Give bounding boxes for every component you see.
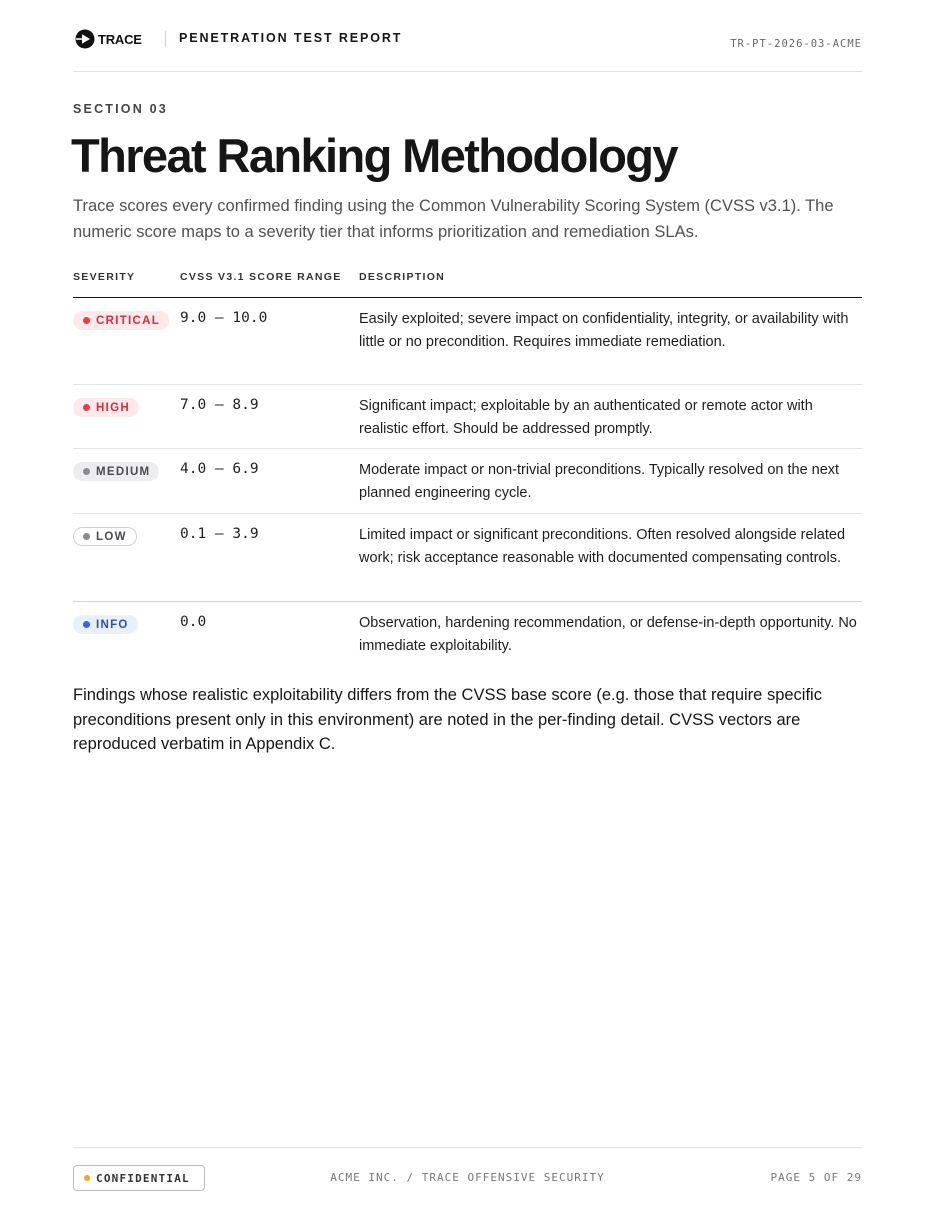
brand-name: TRACE [98, 31, 142, 47]
severity-description: Easily exploited; severe impact on confidentiality, integrity, or availability with little or no precondition. Requires immediate remediation. [359, 311, 849, 350]
table-row-medium [73, 449, 862, 514]
score-range: 9.0 – 10.0 [180, 310, 268, 326]
severity-description: Observation, hardening recommendation, or defense-in-depth opportunity. No immediate exploitability. [359, 615, 857, 654]
section-label: SECTION 03 [73, 102, 168, 116]
severity-label: LOW [96, 530, 127, 543]
trace-logo-icon [75, 29, 95, 49]
score-range: 0.1 – 3.9 [180, 526, 259, 542]
severity-description: Significant impact; exploitable by an authenticated or remote actor with realistic effort. Should be addressed promptly. [359, 398, 813, 437]
confidential-label: CONFIDENTIAL [96, 1171, 190, 1185]
table-row-info [73, 601, 862, 667]
header-divider [165, 31, 166, 47]
page-number: PAGE 5 OF 29 [770, 1171, 862, 1184]
score-range: 0.0 [180, 614, 207, 630]
table-row-critical [73, 298, 862, 385]
severity-badge-low [73, 527, 137, 546]
page-title: Threat Ranking Methodology [71, 129, 677, 182]
intro-paragraph: Trace scores every confirmed finding using the Common Vulnerability Scoring System (CVSS v3.1). The numeric score maps to a severity tier that informs prioritization and remediation SLAs. [73, 197, 834, 241]
score-range: 7.0 – 8.9 [180, 397, 259, 413]
severity-badge-medium [73, 462, 159, 481]
critical-dot-icon [83, 317, 90, 324]
column-header-severity: SEVERITY [73, 271, 136, 283]
severity-label: MEDIUM [96, 465, 151, 478]
document-id: TR-PT-2026-03-ACME [730, 38, 862, 50]
table-header [73, 266, 862, 298]
score-range: 4.0 – 6.9 [180, 461, 259, 477]
low-dot-icon [83, 533, 90, 540]
table-row-high [73, 385, 862, 449]
info-dot-icon [83, 621, 90, 628]
high-dot-icon [83, 404, 90, 411]
severity-table [73, 266, 862, 667]
column-header-description: DESCRIPTION [359, 271, 446, 283]
page-header [73, 26, 862, 72]
severity-badge-critical [73, 311, 169, 330]
severity-description: Limited impact or significant preconditions. Often resolved alongside related work; risk acceptance reasonable with documented compensating controls. [359, 527, 846, 566]
methodology-note: Findings whose realistic exploitability differs from the CVSS base score (e.g. those that require specific preconditions present only in this environment) are noted in the per-finding detail. CVSS vectors are reproduced verbatim in Appendix C. [73, 686, 822, 753]
brand-logo [75, 29, 142, 49]
severity-label: CRITICAL [96, 314, 161, 327]
medium-dot-icon [83, 468, 90, 475]
severity-badge-info [73, 615, 138, 634]
page-footer [73, 1147, 862, 1197]
report-title: PENETRATION TEST REPORT [179, 31, 403, 45]
column-header-score-range: CVSS V3.1 SCORE RANGE [180, 271, 342, 283]
severity-label: HIGH [96, 401, 130, 414]
footer-company: ACME INC. / TRACE OFFENSIVE SECURITY [330, 1171, 605, 1184]
severity-description: Moderate impact or non-trivial preconditions. Typically resolved on the next planned engineering cycle. [359, 462, 840, 501]
severity-label: INFO [96, 618, 129, 631]
severity-badge-high [73, 398, 139, 417]
table-row-low [73, 514, 862, 601]
